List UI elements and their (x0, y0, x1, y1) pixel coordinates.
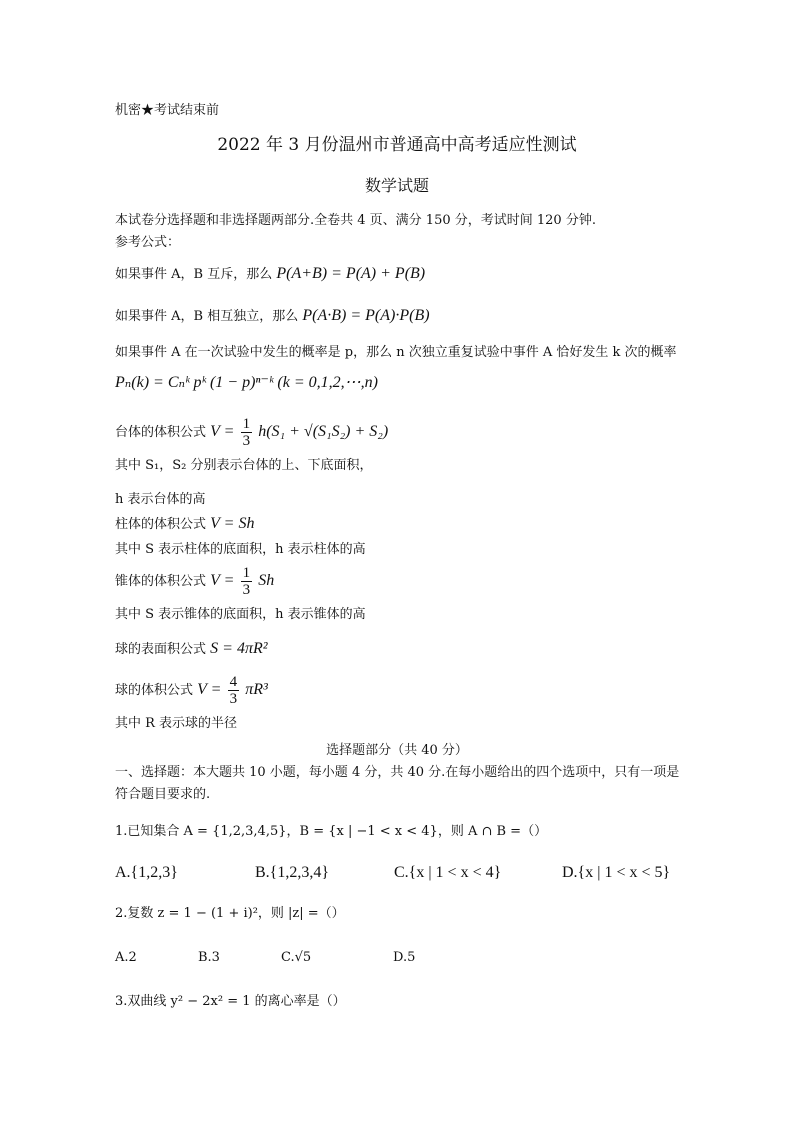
sphere-note: 其中 R 表示球的半径 (115, 716, 238, 731)
formula-cone-lhs: V = (210, 572, 235, 589)
formula-prism-expr: V = Sh (210, 515, 255, 532)
frustum-note-2: h 表示台体的高 (115, 492, 206, 507)
question-3-stem: 3.双曲线 y² − 2x² = 1 的离心率是（） (115, 994, 346, 1009)
question-1-option-c: C.{x | 1 < x < 4} (394, 864, 502, 881)
formula-sphere-area-text: 球的表面积公式 (115, 642, 207, 657)
formula-frustum-lhs: V = (210, 423, 235, 440)
fraction-denominator: 3 (229, 691, 238, 707)
prism-note: 其中 S 表示柱体的底面积，h 表示柱体的高 (115, 542, 366, 557)
question-2-option-a: A.2 (115, 950, 137, 965)
formula-frustum-fraction (241, 416, 253, 449)
question-1-stem: 1.已知集合 A = {1,2,3,4,5}，B = {x | −1 < x < 4}，则 A ∩ B =（） (115, 824, 548, 839)
formula-sphere-volume (115, 670, 268, 711)
formula-binomial-expr: Pₙ(k) = Cₙᵏ pᵏ (1 − p)ⁿ⁻ᵏ (k = 0,1,2,⋯,n) (115, 374, 378, 391)
section-instruction-1: 一、选择题：本大题共 10 小题，每小题 4 分，共 40 分.在每小题给出的四个选项中，只有一项是 (115, 765, 680, 780)
question-2-option-d: D.5 (393, 950, 416, 965)
formula-frustum-rhs: h(S₁ + √(S₁S₂) + S₂) (258, 423, 389, 440)
section-title: 选择题部分（共 40 分） (326, 743, 468, 758)
fraction-numerator: 1 (242, 565, 251, 581)
intro-text: 本试卷分选择题和非选择题两部分.全卷共 4 页、满分 150 分，考试时间 120 分钟. (115, 213, 596, 228)
question-2-stem: 2.复数 z = 1 − (1 + i)²，则 |z| =（） (115, 906, 345, 921)
question-1-option-a: A.{1,2,3} (115, 864, 178, 881)
formula-sphere-volume-text: 球的体积公式 (115, 683, 194, 698)
fraction-numerator: 1 (242, 416, 251, 432)
formula-mutual-expr: P(A+B) = P(A) + P(B) (276, 265, 426, 282)
exam-subtitle: 数学试题 (364, 176, 429, 195)
formula-binomial-text: 如果事件 A 在一次试验中发生的概率是 p，那么 n 次独立重复试验中事件 A 恰好发生 k 次的概率 (115, 345, 677, 360)
fraction-denominator: 3 (242, 433, 251, 449)
formula-frustum-text: 台体的体积公式 (115, 425, 207, 440)
formula-cone-text: 锥体的体积公式 (115, 574, 207, 589)
section-instruction-2: 符合题目要求的. (115, 787, 211, 802)
formula-frustum (115, 412, 388, 453)
formula-cone-rhs: Sh (258, 572, 275, 589)
question-1-option-d: D.{x | 1 < x < 5} (562, 864, 671, 881)
formula-sphere-volume-rhs: πR³ (245, 681, 268, 698)
formulas-heading: 参考公式： (115, 235, 181, 250)
formula-sphere-area-expr: S = 4πR² (210, 640, 268, 657)
formula-independent-text: 如果事件 A，B 相互独立，那么 (115, 309, 299, 324)
formula-sphere-volume-fraction (228, 674, 240, 707)
fraction-numerator: 4 (229, 674, 238, 690)
fraction-denominator: 3 (242, 582, 251, 598)
formula-cone-fraction (241, 565, 253, 598)
formula-sphere-area (115, 639, 268, 660)
question-2-option-b: B.3 (198, 950, 220, 965)
question-1-option-b: B.{1,2,3,4} (255, 864, 330, 881)
formula-mutual (115, 264, 425, 285)
frustum-note-1: 其中 S₁，S₂ 分别表示台体的上、下底面积， (115, 458, 373, 473)
formula-independent-expr: P(A·B) = P(A)·P(B) (302, 307, 430, 324)
question-2-option-c: C.√5 (281, 950, 312, 965)
formula-prism (115, 514, 254, 535)
formula-independent (115, 306, 430, 327)
exam-title: 2022 年 3 月份温州市普通高中高考适应性测试 (217, 135, 577, 155)
cone-note: 其中 S 表示锥体的底面积，h 表示锥体的高 (115, 607, 366, 622)
formula-cone (115, 561, 274, 602)
confidential-label: 机密★考试结束前 (115, 103, 220, 118)
formula-mutual-text: 如果事件 A，B 互斥，那么 (115, 267, 273, 282)
formula-prism-text: 柱体的体积公式 (115, 517, 207, 532)
formula-sphere-volume-lhs: V = (197, 681, 222, 698)
